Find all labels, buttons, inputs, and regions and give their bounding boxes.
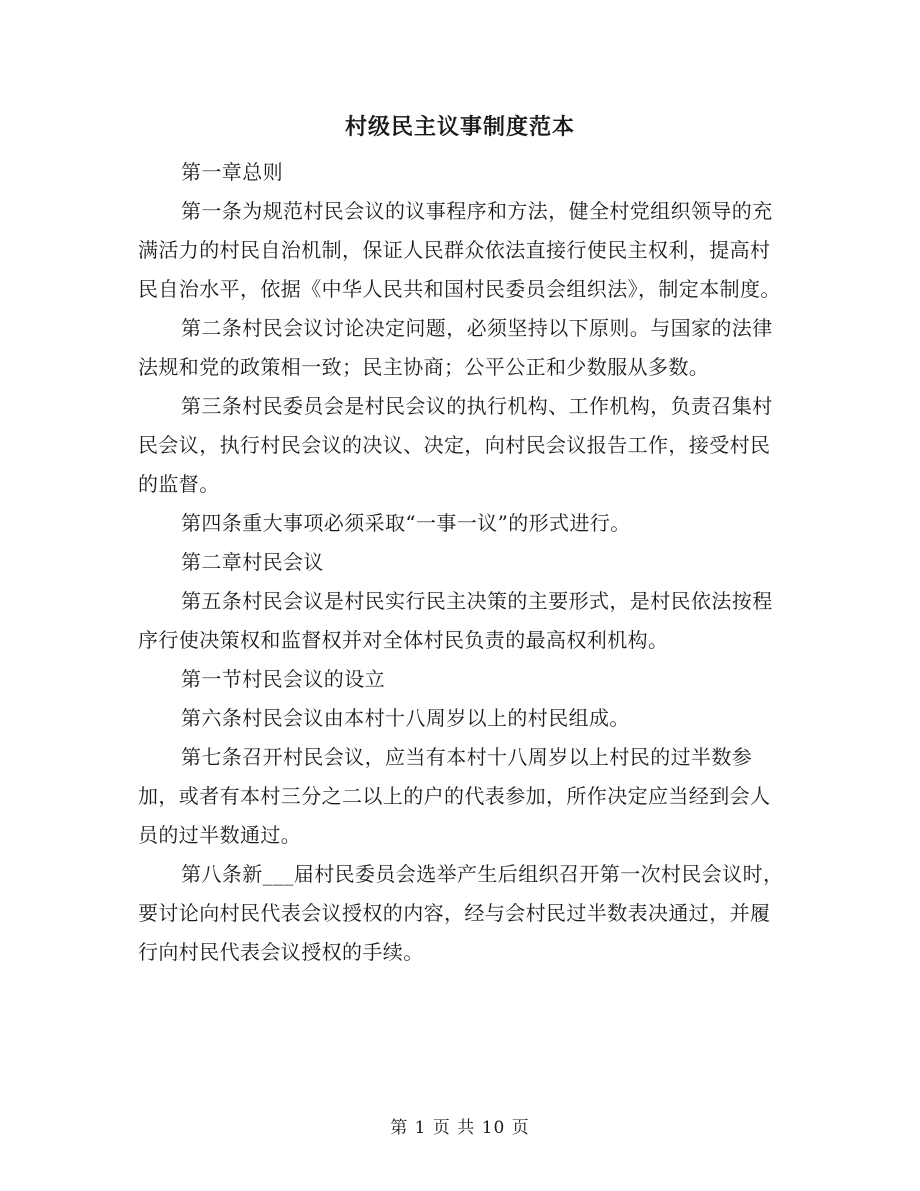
article-paragraph: 第七条召开村民会议，应当有本村十八周岁以上村民的过半数参加，或者有本村三分之二以上的户的代表参加，所作决定应当经到会人员的过半数通过。 xyxy=(138,745,771,847)
chapter-heading: 第二章村民会议 xyxy=(181,550,324,574)
article-paragraph: 第三条村民委员会是村民会议的执行机构、工作机构，负责召集村民会议，执行村民会议的决议、决定，向村民会议报告工作，接受村民的监督。 xyxy=(138,394,773,496)
article-paragraph: 第四条重大事项必须采取“一事一议”的形式进行。 xyxy=(181,511,631,535)
chapter-heading: 第一章总则 xyxy=(181,160,283,184)
document-title: 村级民主议事制度范本 xyxy=(344,114,575,140)
article-paragraph: 第二条村民会议讨论决定问题，必须坚持以下原则。与国家的法律法规和党的政策相一致；民主协商；公平公正和少数服从多数。 xyxy=(138,316,773,379)
article-paragraph: 第五条村民会议是村民实行民主决策的主要形式，是村民依法按程序行使决策权和监督权并对全体村民负责的最高权利机构。 xyxy=(138,589,773,652)
page-number-footer: 第 1 页 共 10 页 xyxy=(390,1118,530,1138)
article-paragraph: 第一条为规范村民会议的议事程序和方法，健全村党组织领导的充满活力的村民自治机制，保证人民群众依法直接行使民主权利，提高村民自治水平，依据《中华人民共和国村民委员会组织法》，制定本制度。 xyxy=(138,199,781,301)
article-paragraph: 第六条村民会议由本村十八周岁以上的村民组成。 xyxy=(181,706,630,730)
document-body xyxy=(138,153,784,972)
article-paragraph: 第八条新___届村民委员会选举产生后组织召开第一次村民会议时，要讨论向村民代表会议授权的内容，经与会村民过半数表决通过，并履行向村民代表会议授权的手续。 xyxy=(138,862,784,964)
section-heading: 第一节村民会议的设立 xyxy=(181,667,385,691)
